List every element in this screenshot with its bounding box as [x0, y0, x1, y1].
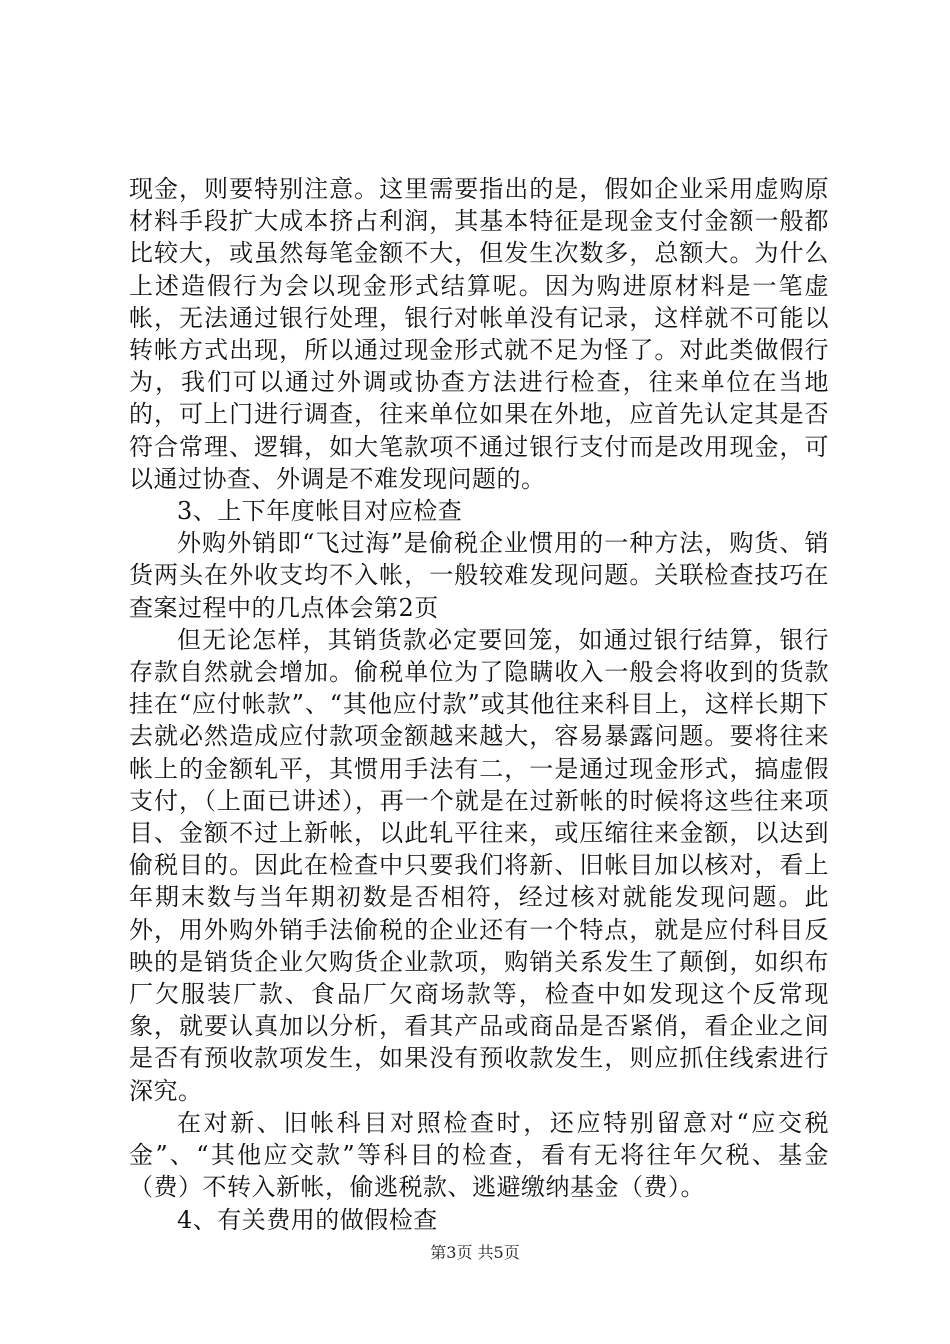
- paragraph-2: 外购外销即“飞过海”是偷税企业惯用的一种方法，购货、销货两头在外收支均不入帐，一般较难发现问题。关联检查技巧在查案过程中的几点体会第2页: [129, 529, 829, 622]
- paragraph-3: 但无论怎样，其销货款必定要回笼，如通过银行结算，银行存款自然就会增加。偷税单位为了隐瞒收入一般会将收到的货款挂在“应付帐款”、“其他应付款”或其他往来科目上，这样长期下去就必然造成应付款项金额越来越大，容易暴露问题。要将往来帐上的金额轧平，其惯用手法有二，一是通过现金形式，搞虚假支付，（上面已讲述），再一个就是在过新帐的时候将这些往来项目、金额不过上新帐，以此轧平往来，或压缩往来金额，以达到偷税目的。因此在检查中只要我们将新、旧帐目加以核对，看上年期末数与当年期初数是否相符，经过核对就能发现问题。此外，用外购外销手法偷税的企业还有一个特点，就是应付科目反映的是销货企业欠购货企业款项，购销关系发生了颠倒，如织布厂欠服装厂款、食品厂欠商场款等，检查中如发现这个反常现象，就要认真加以分析，看其产品或商品是否紧俏，看企业之间是否有预收款项发生，如果没有预收款发生，则应抓住线索进行深究。: [129, 625, 829, 1105]
- page-footer: 第3页 共5页: [430, 1243, 520, 1262]
- document-body: [129, 173, 829, 1236]
- section-heading-3: 3、上下年度帐目对应检查: [177, 497, 463, 526]
- paragraph-4: 在对新、旧帐科目对照检查时，还应特别留意对“应交税金”、“其他应交款”等科目的检查，看有无将往年欠税、基金（费）不转入新帐，偷逃税款、逃避缴纳基金（费）。: [129, 1108, 829, 1202]
- section-heading-4: 4、有关费用的做假检查: [177, 1205, 438, 1234]
- paragraph-1: 现金，则要特别注意。这里需要指出的是，假如企业采用虚购原材料手段扩大成本挤占利润，其基本特征是现金支付金额一般都比较大，或虽然每笔金额不大，但发生次数多，总额大。为什么上述造假行为会以现金形式结算呢。因为购进原材料是一笔虚帐，无法通过银行处理，银行对帐单没有记录，这样就不可能以转帐方式出现，所以通过现金形式就不足为怪了。对此类做假行为，我们可以通过外调或协查方法进行检查，往来单位在当地的，可上门进行调查，往来单位如果在外地，应首先认定其是否符合常理、逻辑，如大笔款项不通过银行支付而是改用现金，可以通过协查、外调是不难发现问题的。: [129, 175, 829, 493]
